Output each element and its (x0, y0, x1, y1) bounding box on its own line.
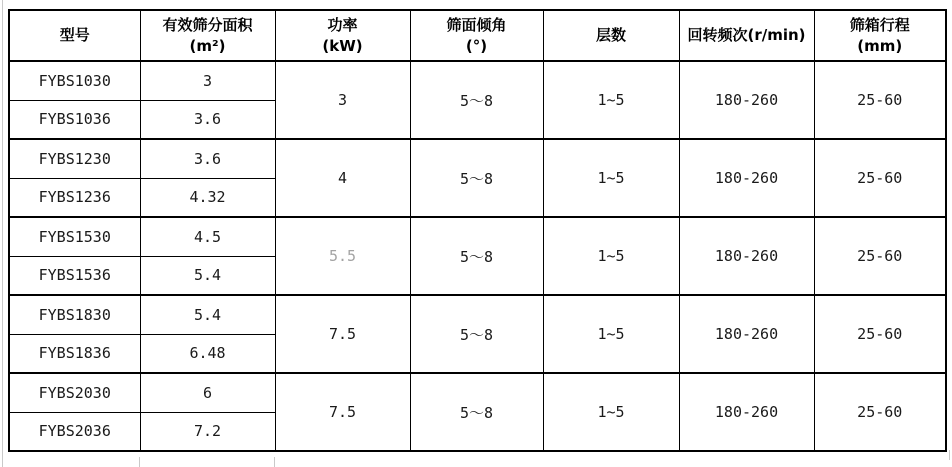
cell-stroke: 25-60 (814, 61, 946, 139)
cell-area: 7.2 (140, 412, 275, 451)
cell-frequency: 180-260 (679, 295, 814, 373)
cell-stroke: 25-60 (814, 373, 946, 451)
cell-stroke: 25-60 (814, 217, 946, 295)
cell-layers: 1~5 (543, 373, 679, 451)
cell-power: 7.5 (275, 295, 410, 373)
cell-layers: 1~5 (543, 217, 679, 295)
header-stroke-label: 筛箱行程 (849, 15, 910, 34)
header-angle (410, 10, 543, 61)
gridline-left (2, 0, 3, 467)
header-frequency (679, 10, 814, 61)
cell-model: FYBS2030 (9, 373, 140, 412)
cell-angle: 5～8 (410, 295, 543, 373)
cell-power: 5.5 (275, 217, 410, 295)
gridline-stub-2 (274, 457, 275, 467)
header-stroke-unit: (mm) (857, 36, 903, 55)
cell-frequency: 180-260 (679, 61, 814, 139)
header-angle-label: 筛面倾角 (446, 15, 507, 34)
header-stroke (814, 10, 946, 61)
cell-area: 4.32 (140, 178, 275, 217)
table-row (9, 61, 946, 100)
cell-power: 4 (275, 139, 410, 217)
header-power-unit: (kW) (322, 36, 363, 55)
cell-model: FYBS2036 (9, 412, 140, 451)
cell-model: FYBS1530 (9, 217, 140, 256)
cell-area: 3.6 (140, 100, 275, 139)
cell-area: 5.4 (140, 256, 275, 295)
cell-area: 3.6 (140, 139, 275, 178)
table-row (9, 373, 946, 412)
cell-frequency: 180-260 (679, 139, 814, 217)
cell-model: FYBS1830 (9, 295, 140, 334)
table-row (9, 217, 946, 256)
cell-area: 6.48 (140, 334, 275, 373)
cell-area: 6 (140, 373, 275, 412)
cell-area: 3 (140, 61, 275, 100)
header-model (9, 10, 140, 61)
header-area-label: 有效筛分面积 (162, 15, 253, 34)
cell-model: FYBS1230 (9, 139, 140, 178)
cell-stroke: 25-60 (814, 295, 946, 373)
header-row (9, 10, 946, 61)
cell-model: FYBS1236 (9, 178, 140, 217)
spec-table (8, 9, 947, 452)
cell-angle: 5～8 (410, 217, 543, 295)
cell-area: 4.5 (140, 217, 275, 256)
cell-model: FYBS1836 (9, 334, 140, 373)
header-model-label: 型号 (59, 26, 90, 44)
cell-angle: 5～8 (410, 139, 543, 217)
cell-model: FYBS1030 (9, 61, 140, 100)
cell-power: 3 (275, 61, 410, 139)
cell-frequency: 180-260 (679, 373, 814, 451)
cell-layers: 1~5 (543, 139, 679, 217)
header-frequency-label: 回转频次(r/min) (687, 26, 806, 44)
cell-layers: 1~5 (543, 61, 679, 139)
header-area-unit: (m²) (189, 36, 226, 55)
cell-frequency: 180-260 (679, 217, 814, 295)
header-angle-unit: (°) (465, 36, 488, 55)
cell-model: FYBS1036 (9, 100, 140, 139)
table-row (9, 295, 946, 334)
header-power-label: 功率 (327, 15, 358, 34)
gridline-stub-right (949, 450, 950, 460)
gridline-stub-1 (139, 457, 140, 467)
cell-stroke: 25-60 (814, 139, 946, 217)
header-area (140, 10, 275, 61)
cell-layers: 1~5 (543, 295, 679, 373)
cell-area: 5.4 (140, 295, 275, 334)
cell-model: FYBS1536 (9, 256, 140, 295)
table-row (9, 139, 946, 178)
header-power (275, 10, 410, 61)
header-layers-label: 层数 (595, 26, 626, 44)
cell-angle: 5～8 (410, 373, 543, 451)
header-layers (543, 10, 679, 61)
cell-power: 7.5 (275, 373, 410, 451)
cell-angle: 5～8 (410, 61, 543, 139)
